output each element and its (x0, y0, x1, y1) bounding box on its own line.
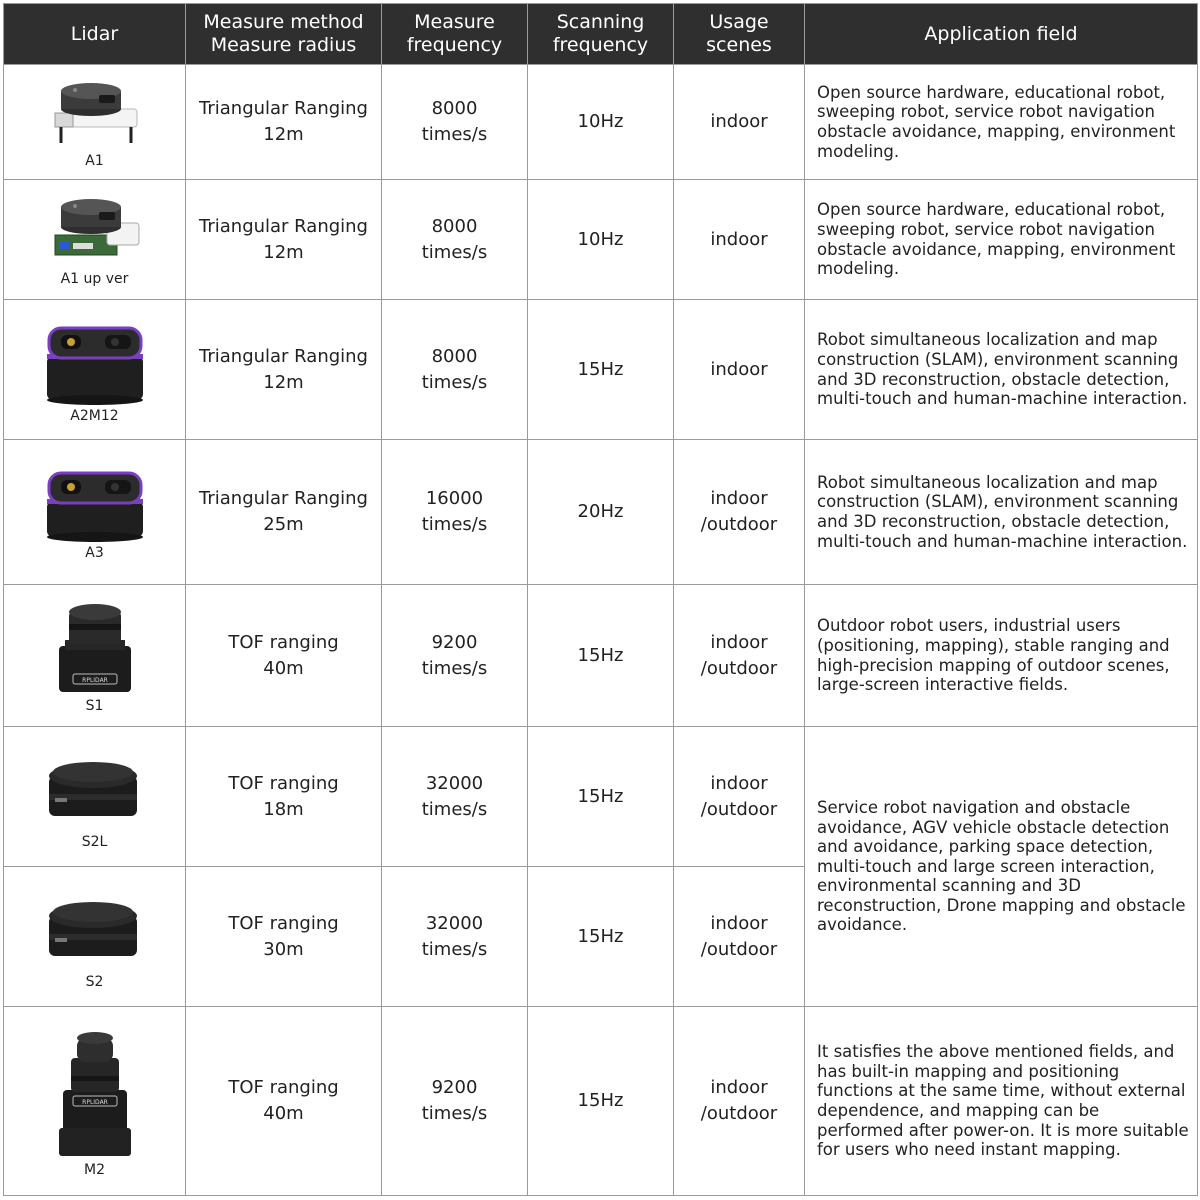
measure-frequency-cell: 9200 times/s (382, 585, 528, 727)
rplidar-s2l-icon (47, 748, 143, 832)
table-row (4, 440, 1198, 585)
application-field-cell: Robot simultaneous localization and map construction (SLAM), environment scanning and 3D reconstruction, obstacle detection, multi-touch and human-machine interaction. (805, 300, 1198, 440)
rplidar-logo: RPLIDAR (81, 676, 108, 684)
header-application-field: Application field (805, 4, 1198, 65)
table-row (4, 65, 1198, 180)
lidar-cell (4, 1007, 186, 1196)
table-row (4, 585, 1198, 727)
scanning-frequency-cell: 10Hz (528, 65, 674, 180)
measure-method-cell: TOF ranging 30m (186, 867, 382, 1007)
application-field-cell: Outdoor robot users, industrial users (positioning, mapping), stable ranging and high-precision mapping of outdoor scenes, large-screen interactive fields. (805, 585, 1198, 727)
header-measure-method: Measure method Measure radius (186, 4, 382, 65)
measure-frequency-cell: 8000 times/s (382, 180, 528, 300)
lidar-cell (4, 585, 186, 727)
rplidar-a1-up-icon (47, 197, 143, 269)
table-row (4, 180, 1198, 300)
application-field-cell: Open source hardware, educational robot, sweeping robot, service robot navigation obstacle avoidance, mapping, environment modeling. (805, 65, 1198, 180)
lidar-name: S1 (85, 697, 104, 714)
scanning-frequency-cell: 15Hz (528, 727, 674, 867)
header-lidar: Lidar (4, 4, 186, 65)
usage-scenes-cell: indoor /outdoor (674, 1007, 805, 1196)
measure-method-cell: Triangular Ranging 12m (186, 65, 382, 180)
usage-scenes-cell: indoor (674, 180, 805, 300)
rplidar-s2-icon (47, 888, 143, 972)
scanning-frequency-cell: 15Hz (528, 1007, 674, 1196)
scanning-frequency-cell: 15Hz (528, 867, 674, 1007)
measure-method-cell: Triangular Ranging 12m (186, 180, 382, 300)
header-usage-scenes: Usage scenes (674, 4, 805, 65)
lidar-name: A3 (85, 545, 104, 561)
measure-method-cell: TOF ranging 18m (186, 727, 382, 867)
lidar-name: A2M12 (70, 407, 119, 424)
table-row (4, 727, 1198, 867)
lidar-cell (4, 300, 186, 440)
rplidar-a3-icon (43, 467, 147, 543)
measure-frequency-cell: 8000 times/s (382, 65, 528, 180)
rplidar-a1-icon (47, 79, 143, 151)
lidar-name: A1 up ver (60, 270, 129, 287)
usage-scenes-cell: indoor /outdoor (674, 440, 805, 585)
rplidar-a2m12-icon (43, 320, 147, 406)
table-row (4, 1007, 1198, 1196)
measure-frequency-cell: 9200 times/s (382, 1007, 528, 1196)
lidar-cell (4, 440, 186, 585)
header-measure-frequency: Measure frequency (382, 4, 528, 65)
scanning-frequency-cell: 15Hz (528, 300, 674, 440)
usage-scenes-cell: indoor /outdoor (674, 585, 805, 727)
measure-frequency-cell: 32000 times/s (382, 727, 528, 867)
lidar-cell (4, 65, 186, 180)
rplidar-m2-icon (55, 1028, 135, 1160)
measure-frequency-cell: 8000 times/s (382, 300, 528, 440)
lidar-spec-table (3, 3, 1198, 1196)
lidar-name: S2 (85, 973, 104, 990)
measure-frequency-cell: 16000 times/s (382, 440, 528, 585)
lidar-name: M2 (84, 1162, 105, 1178)
application-field-cell: Robot simultaneous localization and map construction (SLAM), environment scanning and 3D reconstruction, obstacle detection, multi-touch and human-machine interaction. (805, 440, 1198, 585)
usage-scenes-cell: indoor /outdoor (674, 727, 805, 867)
usage-scenes-cell: indoor (674, 300, 805, 440)
measure-frequency-cell: 32000 times/s (382, 867, 528, 1007)
application-field-cell: Service robot navigation and obstacle avoidance, AGV vehicle obstacle detection and avoidance, parking space detection, multi-touch and large screen interaction, environmental scanning and 3D reconstruction, Drone mapping and obstacle avoidance. (805, 727, 1198, 1007)
scanning-frequency-cell: 15Hz (528, 585, 674, 727)
table-row (4, 300, 1198, 440)
header-scanning-frequency: Scanning frequency (528, 4, 674, 65)
measure-method-cell: Triangular Ranging 12m (186, 300, 382, 440)
usage-scenes-cell: indoor /outdoor (674, 867, 805, 1007)
lidar-cell (4, 727, 186, 867)
application-field-cell: Open source hardware, educational robot, sweeping robot, service robot navigation obstacle avoidance, mapping, environment modeling. (805, 180, 1198, 300)
measure-method-cell: TOF ranging 40m (186, 1007, 382, 1196)
lidar-cell (4, 867, 186, 1007)
measure-method-cell: TOF ranging 40m (186, 585, 382, 727)
lidar-name: A1 (85, 153, 104, 169)
application-field-cell: It satisfies the above mentioned fields, and has built-in mapping and positioning functions at the same time, without external dependence, and mapping can be performed after power-on. It is more suitable for users who need instant mapping. (805, 1007, 1198, 1196)
scanning-frequency-cell: 20Hz (528, 440, 674, 585)
rplidar-s1-icon (55, 602, 135, 696)
lidar-name: S2L (81, 833, 108, 850)
scanning-frequency-cell: 10Hz (528, 180, 674, 300)
usage-scenes-cell: indoor (674, 65, 805, 180)
rplidar-logo: RPLIDAR (81, 1099, 108, 1106)
measure-method-cell: Triangular Ranging 25m (186, 440, 382, 585)
header-row (4, 4, 1198, 65)
lidar-cell (4, 180, 186, 300)
